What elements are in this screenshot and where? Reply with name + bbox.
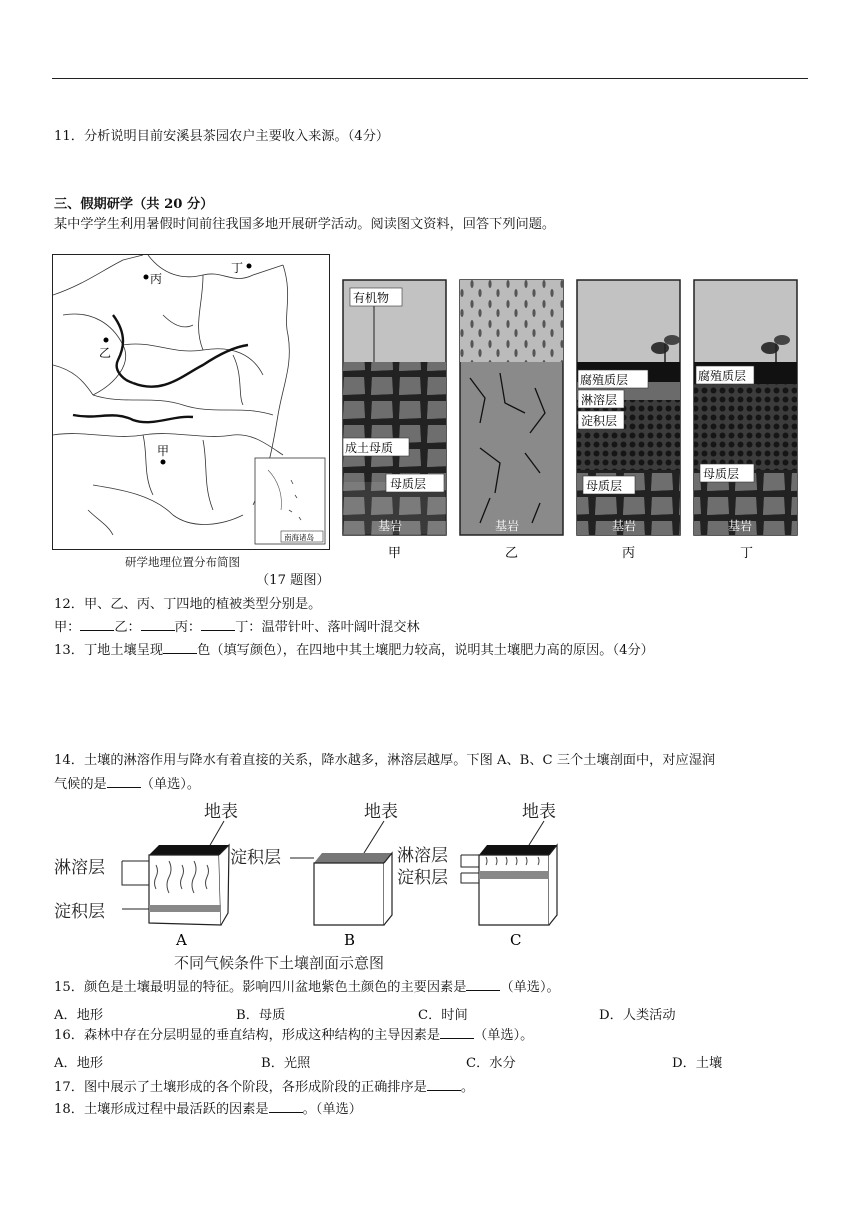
question-14-line1: 14．土壤的淋溶作用与降水有着直接的关系，降水越多，淋溶层越厚。下图 A、B、C 三个土壤剖面中，对应湿润	[54, 753, 716, 768]
fig-label-a: A	[176, 931, 187, 949]
q16-option-a[interactable]: A．地形	[54, 1056, 104, 1071]
fig-label-c: C	[510, 931, 522, 949]
map-inset-label: 南海诸岛	[284, 533, 314, 542]
question-12: 12．甲、乙、丙、丁四地的植被类型分别是。	[54, 597, 322, 612]
profile-jia	[343, 280, 446, 561]
figure-caption: （17 题图）	[256, 573, 330, 588]
profile-yi	[460, 280, 563, 561]
q16-option-d[interactable]: D．土壤	[672, 1056, 723, 1071]
soil-profiles-figure	[340, 278, 810, 564]
map-place-bing: 丙	[150, 272, 163, 286]
label-bing-humus: 腐殖质层	[580, 373, 629, 387]
map-place-jia: 甲	[157, 444, 170, 458]
profile-label-yi: 乙	[505, 546, 519, 561]
section-intro: 某中学学生利用暑假时间前往我国多地开展研学活动。阅读图文资料，回答下列问题。	[54, 217, 556, 232]
label-jia-parent: 成土母质	[345, 441, 394, 455]
profile-bing	[577, 280, 680, 561]
fig-a-leaching: 淋溶层	[54, 858, 105, 878]
question-18: 18．土壤形成过程中最活跃的因素是 。（单选）	[54, 1102, 362, 1117]
fig-c-leaching: 淋溶层	[397, 846, 448, 866]
label-ding-bedrock: 基岩	[728, 519, 753, 533]
label-ding-material: 母质层	[703, 467, 740, 481]
map-place-yi: 乙	[99, 346, 112, 360]
profile-label-jia: 甲	[388, 546, 402, 561]
label-yi-bedrock: 基岩	[495, 519, 520, 533]
label-jia-material: 母质层	[390, 477, 427, 491]
header-rule	[52, 78, 808, 79]
profile-label-bing: 丙	[622, 546, 636, 561]
profile-a	[54, 821, 229, 949]
label-bing-material: 母质层	[586, 479, 623, 493]
map-caption: 研学地理位置分布简图	[125, 555, 240, 569]
question-14-line2: 气候的是 （单选）。	[54, 777, 201, 792]
question-12-blanks: 甲： 乙： 丙： 丁：温带针叶、落叶阔叶混交林	[54, 620, 420, 635]
label-bing-deposit: 淀积层	[581, 414, 618, 428]
q15-option-a[interactable]: A．地形	[54, 1008, 104, 1023]
q16-option-b[interactable]: B．光照	[261, 1056, 311, 1071]
map-drawing	[53, 255, 328, 548]
fig-b-deposit: 淀积层	[230, 848, 281, 868]
question-15: 15．颜色是土壤最明显的特征。影响四川盆地紫色土颜色的主要因素是 （单选）。	[54, 980, 560, 995]
label-bing-leach: 淋溶层	[581, 393, 618, 407]
section-title: 三、假期研学（共 20 分）	[54, 197, 214, 212]
profile-ding	[694, 280, 797, 561]
profile-b	[230, 821, 392, 949]
question-11: 11．分析说明目前安溪县茶园农户主要收入来源。（4分）	[54, 129, 390, 144]
label-bing-bedrock: 基岩	[612, 519, 637, 533]
fig-surface-b: 地表	[364, 802, 398, 822]
q16-option-c[interactable]: C．水分	[466, 1056, 516, 1071]
soil-fig-caption: 不同气候条件下土壤剖面示意图	[174, 954, 385, 972]
fig-label-b: B	[344, 931, 356, 949]
fig-surface-c: 地表	[522, 802, 556, 822]
fig-a-deposit: 淀积层	[54, 902, 105, 922]
location-map	[52, 254, 330, 550]
soil-climate-figure	[54, 795, 584, 975]
question-13: 13．丁地土壤呈现 色（填写颜色），在四地中其土壤肥力较高，说明其土壤肥力高的原因。（4分）	[54, 643, 654, 658]
fig-surface-a: 地表	[204, 802, 238, 822]
fig-c-deposit: 淀积层	[397, 868, 448, 888]
label-jia-bedrock: 基岩	[378, 519, 403, 533]
q15-option-c[interactable]: C．时间	[418, 1008, 468, 1023]
label-jia-organic: 有机物	[353, 291, 390, 305]
q15-option-b[interactable]: B．母质	[236, 1008, 286, 1023]
label-ding-humus: 腐殖质层	[698, 369, 747, 383]
question-17: 17．图中展示了土壤形成的各个阶段，各形成阶段的正确排序是 。	[54, 1080, 475, 1095]
question-16: 16．森林中存在分层明显的垂直结构，形成这种结构的主导因素是 （单选）。	[54, 1028, 534, 1043]
profile-label-ding: 丁	[740, 546, 754, 561]
profile-c	[397, 821, 557, 949]
q15-option-d[interactable]: D．人类活动	[599, 1008, 676, 1023]
map-place-ding: 丁	[231, 261, 244, 275]
